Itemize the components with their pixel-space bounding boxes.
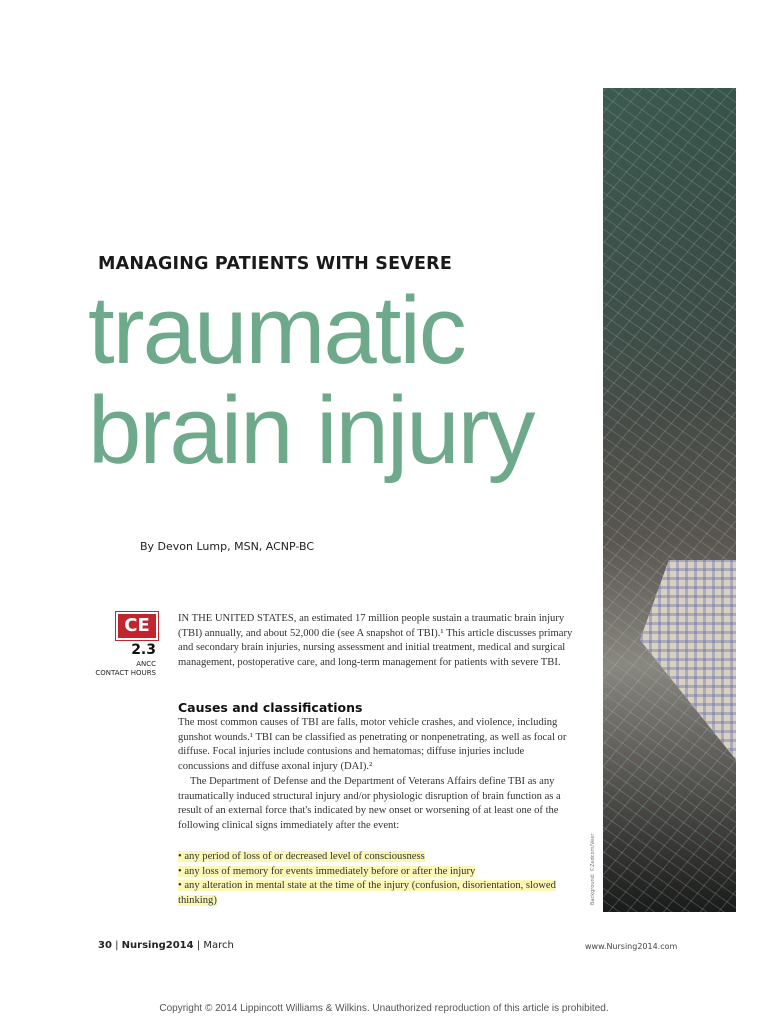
magazine-url: www.Nursing2014.com (585, 942, 678, 951)
article-kicker: MANAGING PATIENTS WITH SEVERE (98, 254, 452, 274)
issue-month: March (203, 940, 234, 951)
ce-label (90, 660, 156, 678)
ce-hours: 2.3 (131, 642, 156, 658)
page-folio (98, 940, 234, 951)
list-item: • any period of loss of or decreased level of consciousness (178, 851, 425, 862)
shattered-glass-photo (603, 88, 736, 912)
ce-label-contact-hours: CONTACT HOURS (95, 669, 156, 677)
ce-badge: CE (116, 612, 158, 640)
ce-label-ancc: ANCC (136, 660, 156, 668)
paragraph: The most common causes of TBI are falls, motor vehicle crashes, and violence, including gunshot wounds.¹ TBI can be classified as penetrating or nonpenetrating, as well as focal or diffuse. Focal injuries include contusions and hematomas; diffuse injuries include concussions and diffuse axonal injury (DAI).² (178, 717, 567, 772)
folio-separator: | (111, 940, 122, 951)
bullet-list (178, 850, 578, 908)
magazine-name: Nursing2014 (121, 940, 194, 951)
intro-paragraph: IN THE UNITED STATES, an estimated 17 million people sustain a traumatic brain injury (TBI) annually, and about 52,000 die (see A snapshot of TBI).¹ This article discusses primary and secondary brain injuries, nursing assessment and initial treatment, medical and surgical management, postoperative care, and long-term management for patients with severe TBI. (178, 613, 573, 668)
list-item: • any loss of memory for events immediately before or after the injury (178, 865, 476, 877)
copyright-notice: Copyright © 2014 Lippincott Williams & Wilkins. Unauthorized reproduction of this article is prohibited. (159, 1003, 609, 1014)
section-heading: Causes and classifications (178, 700, 363, 715)
photo-credit: Background: ©Zedcom/Veer (590, 833, 596, 905)
page-number: 30 (98, 940, 112, 951)
article-title-line1: traumatic (88, 277, 465, 384)
paragraph: The Department of Defense and the Department of Veterans Affairs define TBI as any traumatically induced structural injury and/or physiologic disruption of brain function as a result of an external force that's indicated by new onset or worsening of at least one of the following clinical signs immediately after the event: (178, 776, 561, 831)
article-title-line2: brain injury (88, 377, 534, 484)
list-item: • any alteration in mental state at the time of the injury (confusion, disorientation, slowed thinking) (178, 880, 556, 906)
folio-separator: | (193, 940, 204, 951)
byline: By Devon Lump, MSN, ACNP-BC (140, 540, 315, 553)
